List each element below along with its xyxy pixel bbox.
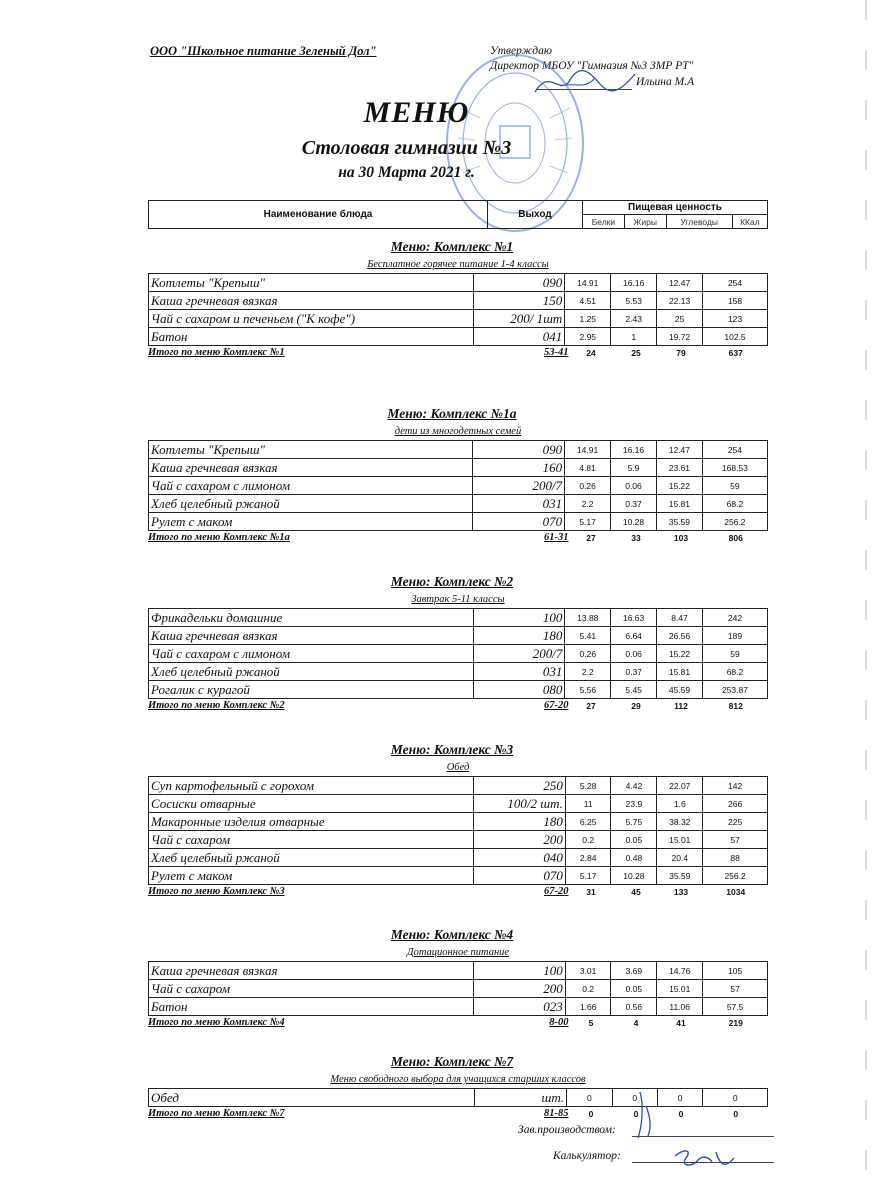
dish-name: Котлеты "Крепыш" bbox=[149, 441, 473, 459]
dish-fats: 5.45 bbox=[611, 681, 657, 699]
dish-proteins: 1.25 bbox=[565, 310, 611, 328]
dish-carbs: 11.06 bbox=[657, 998, 703, 1016]
dish-kcal: 254 bbox=[703, 274, 768, 292]
dish-name: Чай с сахаром с лимоном bbox=[149, 477, 473, 495]
dish-proteins: 0.26 bbox=[565, 477, 611, 495]
dish-name: Обед bbox=[149, 1089, 475, 1107]
dish-name: Чай с сахаром bbox=[149, 980, 474, 998]
dish-output: шт. bbox=[475, 1089, 567, 1107]
section-title: Меню: Комплекс №7 bbox=[390, 1054, 514, 1069]
dish-fats: 0 bbox=[612, 1089, 657, 1107]
dish-output: 250 bbox=[474, 777, 566, 795]
dish-carbs: 15.81 bbox=[657, 663, 703, 681]
dish-proteins: 0.2 bbox=[565, 831, 611, 849]
total-fats: 4 bbox=[633, 1018, 639, 1028]
total-carbs: 79 bbox=[676, 348, 686, 358]
dish-fats: 0.48 bbox=[611, 849, 657, 867]
table-row bbox=[149, 609, 768, 627]
dish-kcal: 266 bbox=[703, 795, 768, 813]
dish-output: 031 bbox=[473, 663, 565, 681]
table-row bbox=[149, 681, 768, 699]
dish-carbs: 23.61 bbox=[656, 459, 702, 477]
total-fats: 45 bbox=[631, 887, 641, 897]
total-proteins: 27 bbox=[586, 533, 596, 543]
table-row bbox=[149, 328, 768, 346]
section-title: Меню: Комплекс №2 bbox=[390, 574, 514, 589]
table-row bbox=[149, 777, 768, 795]
dish-kcal: 57 bbox=[703, 831, 768, 849]
dish-fats: 6.64 bbox=[611, 627, 657, 645]
dish-fats: 16.16 bbox=[611, 441, 657, 459]
table-row bbox=[149, 513, 768, 531]
header-nutrition: Пищевая ценность bbox=[583, 201, 768, 215]
dish-name: Макаронные изделия отварные bbox=[149, 813, 474, 831]
dish-kcal: 225 bbox=[703, 813, 768, 831]
dish-carbs: 12.47 bbox=[657, 274, 703, 292]
table-row bbox=[149, 645, 768, 663]
dish-fats: 2.43 bbox=[611, 310, 657, 328]
dish-output: 200 bbox=[474, 831, 566, 849]
dish-carbs: 15.22 bbox=[657, 645, 703, 663]
dish-output: 070 bbox=[474, 867, 566, 885]
menu-date: на 30 Марта 2021 г. bbox=[338, 164, 475, 181]
dish-proteins: 0.26 bbox=[565, 645, 611, 663]
dish-name: Сосиски отварные bbox=[149, 795, 474, 813]
dish-fats: 5.9 bbox=[611, 459, 657, 477]
dish-output: 040 bbox=[474, 849, 566, 867]
section-total-row bbox=[148, 885, 768, 899]
dish-proteins: 0.2 bbox=[565, 980, 611, 998]
dish-carbs: 25 bbox=[657, 310, 703, 328]
dish-table bbox=[148, 961, 768, 1016]
dish-kcal: 68.2 bbox=[702, 663, 767, 681]
dish-name: Рогалик с курагой bbox=[149, 681, 474, 699]
dish-kcal: 57 bbox=[703, 980, 768, 998]
section-title: Меню: Комплекс №4 bbox=[390, 927, 514, 942]
total-proteins: 5 bbox=[588, 1018, 594, 1028]
dish-proteins: 5.28 bbox=[565, 777, 611, 795]
dish-fats: 0.37 bbox=[611, 663, 657, 681]
total-fats: 33 bbox=[631, 533, 641, 543]
section-total-row bbox=[148, 1016, 768, 1030]
dish-carbs: 12.47 bbox=[656, 441, 702, 459]
calculator-label: Калькулятор: bbox=[553, 1150, 621, 1162]
dish-name: Хлеб целебный ржаной bbox=[149, 663, 474, 681]
dish-carbs: 26.56 bbox=[657, 627, 703, 645]
section-subtitle: Дотационное питание bbox=[406, 947, 510, 958]
total-label: Итого по меню Комплекс №1 bbox=[148, 347, 285, 358]
dish-output: 160 bbox=[473, 459, 565, 477]
total-price: 67-20 bbox=[544, 886, 569, 897]
dish-proteins: 14.91 bbox=[565, 274, 611, 292]
dish-output: 041 bbox=[473, 328, 565, 346]
total-kcal: 1034 bbox=[726, 887, 746, 897]
table-row bbox=[149, 998, 768, 1016]
dish-name: Каша гречневая вязкая bbox=[149, 459, 473, 477]
dish-proteins: 3.01 bbox=[565, 962, 611, 980]
dish-output: 200/7 bbox=[473, 477, 565, 495]
dish-name: Рулет с маком bbox=[149, 513, 473, 531]
dish-kcal: 0 bbox=[703, 1089, 768, 1107]
dish-kcal: 102.5 bbox=[703, 328, 768, 346]
total-kcal: 812 bbox=[728, 701, 743, 711]
total-fats: 29 bbox=[631, 701, 641, 711]
table-row bbox=[149, 477, 768, 495]
header-kcal: ККал bbox=[732, 215, 767, 229]
dish-carbs: 15.01 bbox=[657, 831, 703, 849]
total-fats: 0 bbox=[633, 1109, 639, 1119]
header-carbs: Углеводы bbox=[666, 215, 732, 229]
scan-edge-marks bbox=[863, 0, 869, 1200]
dish-fats: 16.63 bbox=[611, 609, 657, 627]
dish-proteins: 5.17 bbox=[565, 867, 611, 885]
section-title: Меню: Комплекс №1а bbox=[387, 406, 517, 421]
dish-carbs: 15.81 bbox=[656, 495, 702, 513]
section-title: Меню: Комплекс №3 bbox=[390, 742, 514, 757]
menu-section bbox=[148, 925, 768, 1030]
dish-name: Хлеб целебный ржаной bbox=[149, 495, 473, 513]
menu-section bbox=[148, 404, 768, 545]
dish-proteins: 14.91 bbox=[565, 441, 611, 459]
dish-kcal: 59 bbox=[702, 645, 767, 663]
header-fats: Жиры bbox=[624, 215, 666, 229]
dish-name: Чай с сахаром и печеньем ("К кофе") bbox=[149, 310, 474, 328]
dish-carbs: 15.22 bbox=[656, 477, 702, 495]
approve-name: Ильина М.А bbox=[636, 76, 695, 88]
table-row bbox=[149, 980, 768, 998]
dish-kcal: 57.5 bbox=[703, 998, 768, 1016]
dish-carbs: 35.59 bbox=[656, 513, 702, 531]
dish-output: 150 bbox=[473, 292, 565, 310]
dish-output: 100/2 шт. bbox=[474, 795, 566, 813]
dish-proteins: 5.41 bbox=[565, 627, 611, 645]
total-proteins: 24 bbox=[586, 348, 596, 358]
dish-name: Каша гречневая вязкая bbox=[149, 292, 474, 310]
dish-name: Хлеб целебный ржаной bbox=[149, 849, 474, 867]
total-kcal: 219 bbox=[728, 1018, 743, 1028]
dish-proteins: 4.51 bbox=[565, 292, 611, 310]
total-label: Итого по меню Комплекс №2 bbox=[148, 700, 285, 711]
section-total-row bbox=[148, 531, 768, 545]
menu-section bbox=[148, 740, 768, 899]
dish-proteins: 13.88 bbox=[565, 609, 611, 627]
table-row bbox=[149, 849, 768, 867]
dish-fats: 5.75 bbox=[611, 813, 657, 831]
total-carbs: 112 bbox=[674, 701, 688, 711]
dish-fats: 3.69 bbox=[611, 962, 657, 980]
total-carbs: 103 bbox=[673, 533, 689, 543]
total-carbs: 41 bbox=[676, 1018, 686, 1028]
dish-table bbox=[148, 776, 768, 885]
dish-fats: 0.06 bbox=[611, 477, 657, 495]
dish-carbs: 0 bbox=[657, 1089, 702, 1107]
section-title: Меню: Комплекс №1 bbox=[390, 239, 514, 254]
section-total-row bbox=[148, 346, 768, 360]
total-kcal: 0 bbox=[733, 1109, 739, 1119]
table-row bbox=[149, 310, 768, 328]
total-price: 67-20 bbox=[544, 700, 569, 711]
dish-fats: 10.28 bbox=[611, 513, 657, 531]
dish-proteins: 5.17 bbox=[565, 513, 611, 531]
total-label: Итого по меню Комплекс №7 bbox=[148, 1108, 285, 1119]
dish-carbs: 14.76 bbox=[657, 962, 703, 980]
dish-kcal: 242 bbox=[702, 609, 767, 627]
dish-fats: 16.16 bbox=[611, 274, 657, 292]
dish-output: 200/7 bbox=[473, 645, 565, 663]
dish-carbs: 15.01 bbox=[657, 980, 703, 998]
footer-signatures bbox=[630, 1086, 750, 1182]
header-output: Выход bbox=[488, 201, 583, 229]
dish-kcal: 158 bbox=[703, 292, 768, 310]
menu-section bbox=[148, 572, 768, 713]
dish-kcal: 123 bbox=[703, 310, 768, 328]
dish-fats: 10.28 bbox=[611, 867, 657, 885]
dish-carbs: 8.47 bbox=[657, 609, 703, 627]
total-price: 8-00 bbox=[549, 1017, 569, 1028]
approve-position: Директор МБОУ "Гимназия №3 ЗМР РТ" bbox=[490, 60, 694, 72]
dish-name: Рулет с маком bbox=[149, 867, 474, 885]
table-row bbox=[149, 459, 768, 477]
header-dish-name: Наименование блюда bbox=[149, 201, 488, 229]
dish-carbs: 19.72 bbox=[657, 328, 703, 346]
dish-carbs: 35.59 bbox=[657, 867, 703, 885]
menu-title: МЕНЮ bbox=[363, 96, 470, 129]
dish-fats: 0.05 bbox=[611, 980, 657, 998]
total-fats: 25 bbox=[631, 348, 641, 358]
dish-proteins: 6.25 bbox=[565, 813, 611, 831]
table-row bbox=[149, 495, 768, 513]
dish-carbs: 1.6 bbox=[657, 795, 703, 813]
table-row bbox=[149, 795, 768, 813]
total-label: Итого по меню Комплекс №1а bbox=[148, 532, 290, 543]
dish-fats: 23.9 bbox=[611, 795, 657, 813]
table-row bbox=[149, 962, 768, 980]
dish-name: Каша гречневая вязкая bbox=[149, 962, 474, 980]
table-row bbox=[149, 274, 768, 292]
approve-label: Утверждаю bbox=[490, 45, 552, 57]
total-carbs: 133 bbox=[673, 887, 689, 897]
dish-kcal: 189 bbox=[702, 627, 767, 645]
dish-output: 090 bbox=[473, 441, 565, 459]
dish-name: Батон bbox=[149, 998, 474, 1016]
dish-kcal: 59 bbox=[702, 477, 767, 495]
dish-output: 090 bbox=[473, 274, 565, 292]
dish-output: 023 bbox=[474, 998, 566, 1016]
menu-section bbox=[148, 237, 768, 360]
dish-table bbox=[148, 608, 768, 699]
dish-output: 100 bbox=[474, 962, 566, 980]
dish-name: Котлеты "Крепыш" bbox=[149, 274, 474, 292]
dish-output: 180 bbox=[474, 813, 566, 831]
dish-proteins: 11 bbox=[565, 795, 611, 813]
total-proteins: 0 bbox=[588, 1109, 594, 1119]
dish-proteins: 5.56 bbox=[565, 681, 611, 699]
dish-name: Чай с сахаром bbox=[149, 831, 474, 849]
dish-proteins: 4.81 bbox=[565, 459, 611, 477]
dish-carbs: 22.07 bbox=[657, 777, 703, 795]
section-subtitle: Бесплатное горячее питание 1-4 классы bbox=[367, 259, 549, 270]
table-row bbox=[149, 813, 768, 831]
total-proteins: 31 bbox=[586, 887, 596, 897]
dish-fats: 1 bbox=[611, 328, 657, 346]
dish-proteins: 2.2 bbox=[565, 495, 611, 513]
dish-carbs: 20.4 bbox=[657, 849, 703, 867]
total-label: Итого по меню Комплекс №3 bbox=[148, 886, 285, 897]
dish-carbs: 38.32 bbox=[657, 813, 703, 831]
column-header-table bbox=[148, 200, 768, 229]
table-row bbox=[149, 831, 768, 849]
dish-kcal: 256.2 bbox=[703, 867, 768, 885]
dish-output: 031 bbox=[473, 495, 565, 513]
production-manager-label: Зав.производством: bbox=[518, 1124, 616, 1136]
table-row bbox=[149, 627, 768, 645]
dish-proteins: 1.66 bbox=[565, 998, 611, 1016]
dish-output: 200/ 1шт bbox=[473, 310, 565, 328]
dish-name: Чай с сахаром с лимоном bbox=[149, 645, 474, 663]
dish-carbs: 22.13 bbox=[657, 292, 703, 310]
dish-kcal: 105 bbox=[703, 962, 768, 980]
dish-kcal: 88 bbox=[703, 849, 768, 867]
dish-fats: 0.37 bbox=[611, 495, 657, 513]
total-proteins: 27 bbox=[586, 701, 596, 711]
total-price: 53-41 bbox=[544, 347, 569, 358]
table-row bbox=[149, 867, 768, 885]
total-carbs: 0 bbox=[678, 1109, 684, 1119]
dish-output: 070 bbox=[473, 513, 565, 531]
dish-name: Каша гречневая вязкая bbox=[149, 627, 474, 645]
total-kcal: 637 bbox=[728, 348, 743, 358]
dish-proteins: 2.84 bbox=[565, 849, 611, 867]
dish-output: 180 bbox=[473, 627, 565, 645]
section-subtitle: дети из многодетных семей bbox=[394, 426, 522, 437]
dish-table bbox=[148, 440, 768, 531]
total-price: 81-85 bbox=[544, 1108, 569, 1119]
dish-proteins: 2.95 bbox=[565, 328, 611, 346]
dish-kcal: 68.2 bbox=[702, 495, 767, 513]
dish-fats: 0.05 bbox=[611, 831, 657, 849]
header-proteins: Белки bbox=[583, 215, 625, 229]
dish-fats: 5.53 bbox=[611, 292, 657, 310]
dish-table bbox=[148, 273, 768, 346]
dish-name: Батон bbox=[149, 328, 474, 346]
dish-proteins: 0 bbox=[567, 1089, 612, 1107]
dish-name: Фрикадельки домашние bbox=[149, 609, 474, 627]
section-subtitle: Меню свободного выбора для учащихся старших классов bbox=[330, 1074, 586, 1085]
dish-fats: 0.56 bbox=[611, 998, 657, 1016]
organization-name: ООО "Школьное питание Зеленый Дол" bbox=[150, 44, 377, 58]
total-kcal: 806 bbox=[728, 533, 743, 543]
section-subtitle: Обед bbox=[446, 762, 470, 773]
dish-name: Суп картофельный с горохом bbox=[149, 777, 474, 795]
dish-output: 200 bbox=[474, 980, 566, 998]
dish-fats: 4.42 bbox=[611, 777, 657, 795]
table-row bbox=[149, 441, 768, 459]
section-total-row bbox=[148, 699, 768, 713]
dish-kcal: 253.87 bbox=[702, 681, 767, 699]
table-row bbox=[149, 292, 768, 310]
section-subtitle: Завтрак 5-11 классы bbox=[411, 594, 505, 605]
dish-kcal: 142 bbox=[703, 777, 768, 795]
canteen-subtitle: Столовая гимназии №3 bbox=[301, 137, 512, 159]
dish-output: 100 bbox=[473, 609, 565, 627]
dish-kcal: 168.53 bbox=[702, 459, 767, 477]
dish-fats: 0.06 bbox=[611, 645, 657, 663]
dish-output: 080 bbox=[473, 681, 565, 699]
total-label: Итого по меню Комплекс №4 bbox=[148, 1017, 285, 1028]
dish-carbs: 45.59 bbox=[657, 681, 703, 699]
dish-proteins: 2.2 bbox=[565, 663, 611, 681]
total-price: 61-31 bbox=[544, 532, 569, 543]
dish-kcal: 254 bbox=[702, 441, 767, 459]
dish-kcal: 256.2 bbox=[702, 513, 767, 531]
table-row bbox=[149, 663, 768, 681]
